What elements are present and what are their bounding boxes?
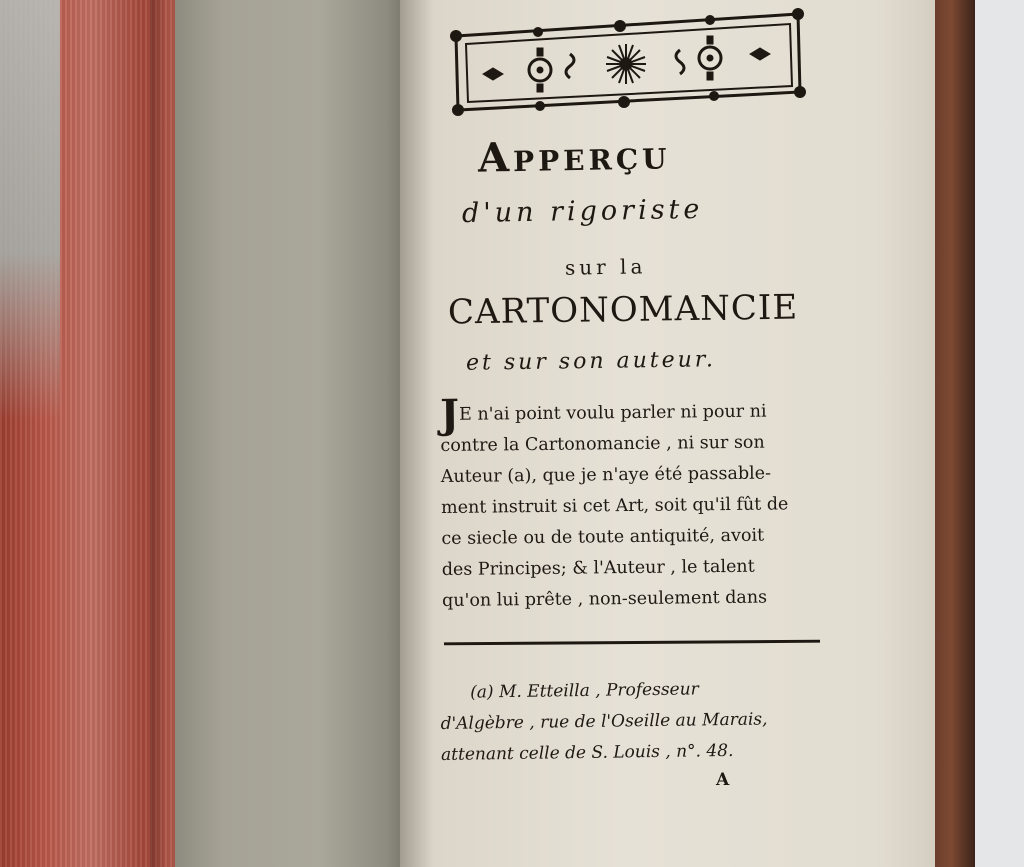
body-line: des Principes; & l'Auteur , le talent <box>441 556 755 580</box>
left-page-gutter <box>175 0 415 867</box>
footnote-line: d'Algèbre , rue de l'Oseille au Marais, <box>440 709 768 734</box>
body-line-text: E n'ai point voulu parler ni pour ni <box>458 401 767 425</box>
body-line: contre la Cartonomancie , ni sur son <box>440 432 765 456</box>
body-line: ment instruit si cet Art, soit qu'il fût de <box>441 494 789 518</box>
leather-cover-edge <box>935 0 975 867</box>
title-line-1: Apperçu <box>477 131 671 182</box>
title-line-4: CARTONOMANCIE <box>447 287 799 333</box>
body-line: ce siecle ou de toute antiquité, avoit <box>441 525 765 549</box>
ornamental-headpiece <box>448 6 806 118</box>
page-edge-shadow <box>150 0 164 867</box>
endpaper-strip <box>0 0 60 420</box>
body-line <box>439 390 824 438</box>
title-line-2: d'un rigoriste <box>461 193 704 230</box>
body-paragraph <box>439 390 826 617</box>
footnote-line: (a) M. Etteilla , Professeur <box>470 679 699 703</box>
background-surface <box>975 0 1024 867</box>
body-line: Auteur (a), que je n'aye été passable- <box>440 463 772 487</box>
drop-cap: J <box>439 390 460 438</box>
title-line-5: et sur son auteur. <box>465 347 717 376</box>
body-line: qu'on lui prête , non-seulement dans <box>442 587 768 611</box>
footnote-line: attenant celle de S. Louis , n°. 48. <box>440 740 734 765</box>
signature-mark: A <box>716 770 730 790</box>
footnote <box>440 672 841 771</box>
title-line-3: sur la <box>564 254 647 280</box>
